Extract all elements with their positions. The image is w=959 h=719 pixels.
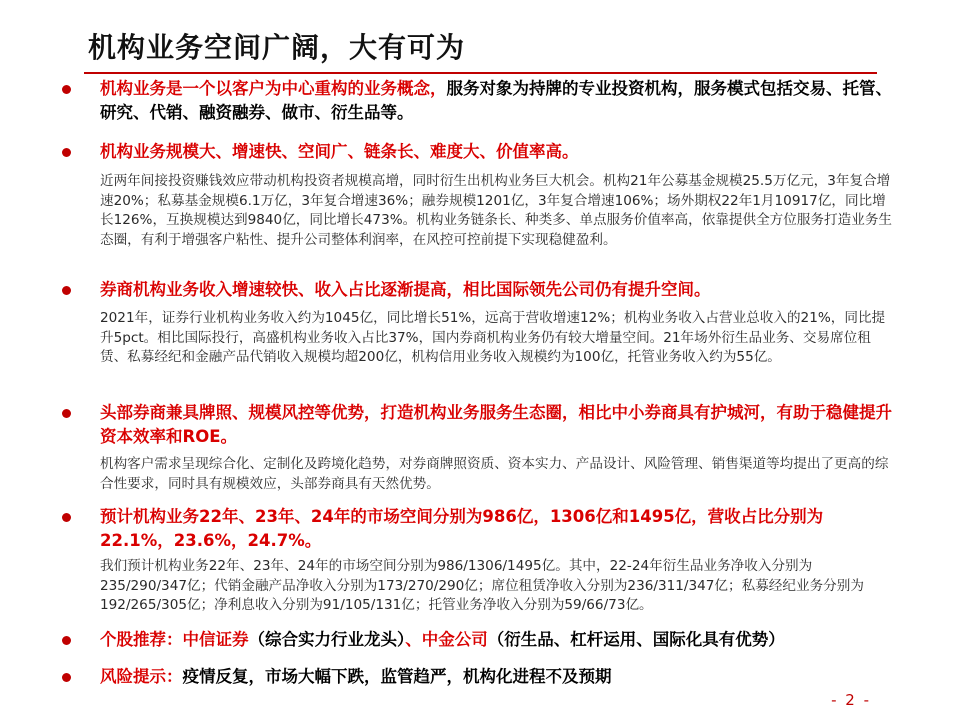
page-number: - 2 -	[831, 691, 871, 709]
bullet-icon	[62, 673, 71, 682]
bullet-icon	[62, 286, 71, 295]
bullet-icon	[62, 409, 71, 418]
point-heading: 预计机构业务22年、23年、24年的市场空间分别为986亿，1306亿和1495亿，营收占比分别为22.1%，23.6%，24.7%。	[100, 507, 824, 550]
point-body: 近两年间接投资赚钱效应带动机构投资者规模高增，同时衍生出机构业务巨大机会。机构21年公募基金规模25.5万亿元，3年复合增速20%；私募基金规模6.1万亿，3年复合增速36%；融券规模1201亿，3年复合增速106%；场外期权22年1月10917亿，同比增长126%，互换规模达到9840亿，同比增长473%。机构业务链条长、种类多、单点服务价值率高，依靠提供全方位服务打造业务生态圈，有利于增强客户粘性、提升公司整体利润率，在风控可控前提下实现稳健盈利。	[100, 173, 893, 249]
page-title: 机构业务空间广阔，大有可为	[88, 31, 466, 64]
point-body: 机构客户需求呈现综合化、定制化及跨境化趋势，对券商牌照资质、资本实力、产品设计、风险管理、销售渠道等均提出了更高的综合性要求，同时具有规模效应，头部券商具有天然优势。	[100, 456, 889, 492]
title-divider	[84, 72, 877, 74]
bullet-icon	[62, 85, 71, 94]
risk-warning: 风险提示：疫情反复，市场大幅下跌，监管趋严，机构化进程不及预期	[100, 667, 612, 686]
point-heading: 券商机构业务收入增速较快、收入占比逐渐提高，相比国际领先公司仍有提升空间。	[100, 280, 711, 299]
bullet-icon	[62, 513, 71, 522]
point-heading: 机构业务是一个以客户为中心重构的业务概念，服务对象为持牌的专业投资机构，服务模式包括交易、托管、研究、代销、融资融券、做市、衍生品等。	[100, 79, 892, 122]
point-heading: 机构业务规模大、增速快、空间广、链条长、难度大、价值率高。	[100, 142, 579, 161]
point-heading: 头部券商兼具牌照、规模风控等优势，打造机构业务服务生态圈，相比中小券商具有护城河，有助于稳健提升资本效率和ROE。	[100, 403, 892, 446]
bullet-icon	[62, 148, 71, 157]
bullet-icon	[62, 636, 71, 645]
point-body: 2021年，证券行业机构业务收入约为1045亿，同比增长51%，远高于营收增速12%；机构业务收入占营业总收入的21%，同比提升5pct。相比国际投行，高盛机构业务收入占比37%，国内券商机构业务仍有较大增量空间。21年场外衍生品业务、交易席位租赁、私募经纪和金融产品代销收入规模均超200亿，机构信用业务收入规模约为100亿，托管业务收入约为55亿。	[100, 310, 886, 366]
point-body: 我们预计机构业务22年、23年、24年的市场空间分别为986/1306/1495亿。其中，22-24年衍生品业务净收入分别为235/290/347亿；代销金融产品净收入分别为173/270/290亿；席位租赁净收入分别为236/311/347亿；私募经纪业务分别为192/265/305亿；净利息收入分别为91/105/131亿；托管业务净收入分别为59/66/73亿。	[100, 558, 864, 614]
stock-recommendation: 个股推荐：中信证券（综合实力行业龙头）、中金公司（衍生品、杠杆运用、国际化具有优势）	[100, 630, 785, 649]
